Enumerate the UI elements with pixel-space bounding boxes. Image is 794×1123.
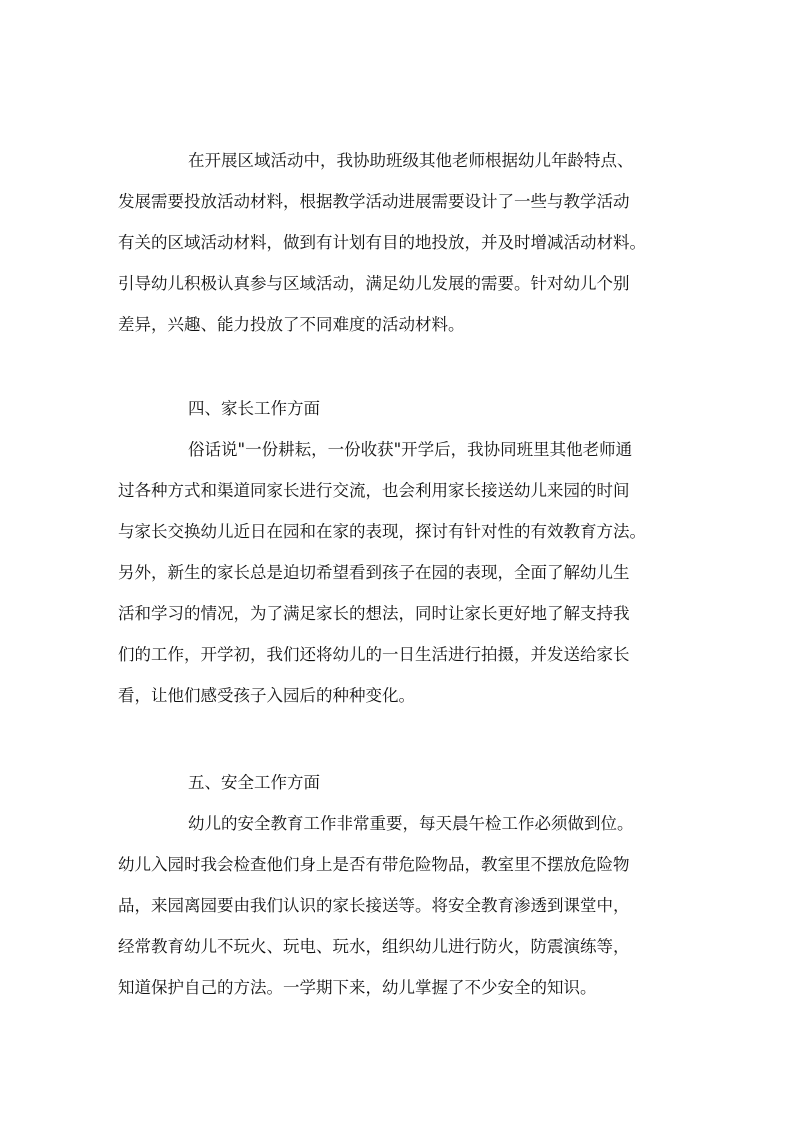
section-heading-parents: 四、家长工作方面 <box>188 399 320 418</box>
paragraph-line: 与家长交换幼儿近日在园和在家的表现，探讨有针对性的有效教育方法。 <box>118 522 646 541</box>
paragraph-line: 引导幼儿积极认真参与区域活动，满足幼儿发展的需要。针对幼儿个别 <box>118 274 630 293</box>
paragraph-line: 们的工作，开学初，我们还将幼儿的一日生活进行拍摄，并发送给家长 <box>118 645 630 664</box>
paragraph-line: 过各种方式和渠道同家长进行交流，也会利用家长接送幼儿来园的时间 <box>118 481 630 500</box>
paragraph-line: 品，来园离园要由我们认识的家长接送等。将安全教育渗透到课堂中， <box>118 896 630 915</box>
paragraph-line: 发展需要投放活动材料，根据教学活动进展需要设计了一些与教学活动 <box>118 192 630 211</box>
paragraph-line: 在开展区域活动中，我协助班级其他老师根据幼儿年龄特点、 <box>188 151 634 170</box>
paragraph-line: 幼儿的安全教育工作非常重要，每天晨午检工作必须做到位。 <box>188 814 634 833</box>
paragraph-line: 知道保护自己的方法。一学期下来，幼儿掌握了不少安全的知识。 <box>118 978 597 997</box>
section-heading-safety: 五、安全工作方面 <box>188 773 320 792</box>
paragraph-line: 有关的区域活动材料，做到有计划有目的地投放，并及时增减活动材料。 <box>118 233 646 252</box>
paragraph-line: 看，让他们感受孩子入园后的种种变化。 <box>118 686 415 705</box>
paragraph-line: 幼儿入园时我会检查他们身上是否有带危险物品，教室里不摆放危险物 <box>118 855 630 874</box>
paragraph-line: 活和学习的情况，为了满足家长的想法，同时让家长更好地了解支持我 <box>118 604 630 623</box>
paragraph-line: 差异，兴趣、能力投放了不同难度的活动材料。 <box>118 315 465 334</box>
paragraph-line: 另外，新生的家长总是迫切希望看到孩子在园的表现，全面了解幼儿生 <box>118 563 630 582</box>
paragraph-line: 俗话说"一份耕耘，一份收获"开学后，我协同班里其他老师通 <box>188 440 633 459</box>
paragraph-line: 经常教育幼儿不玩火、玩电、玩水，组织幼儿进行防火，防震演练等， <box>118 937 630 956</box>
